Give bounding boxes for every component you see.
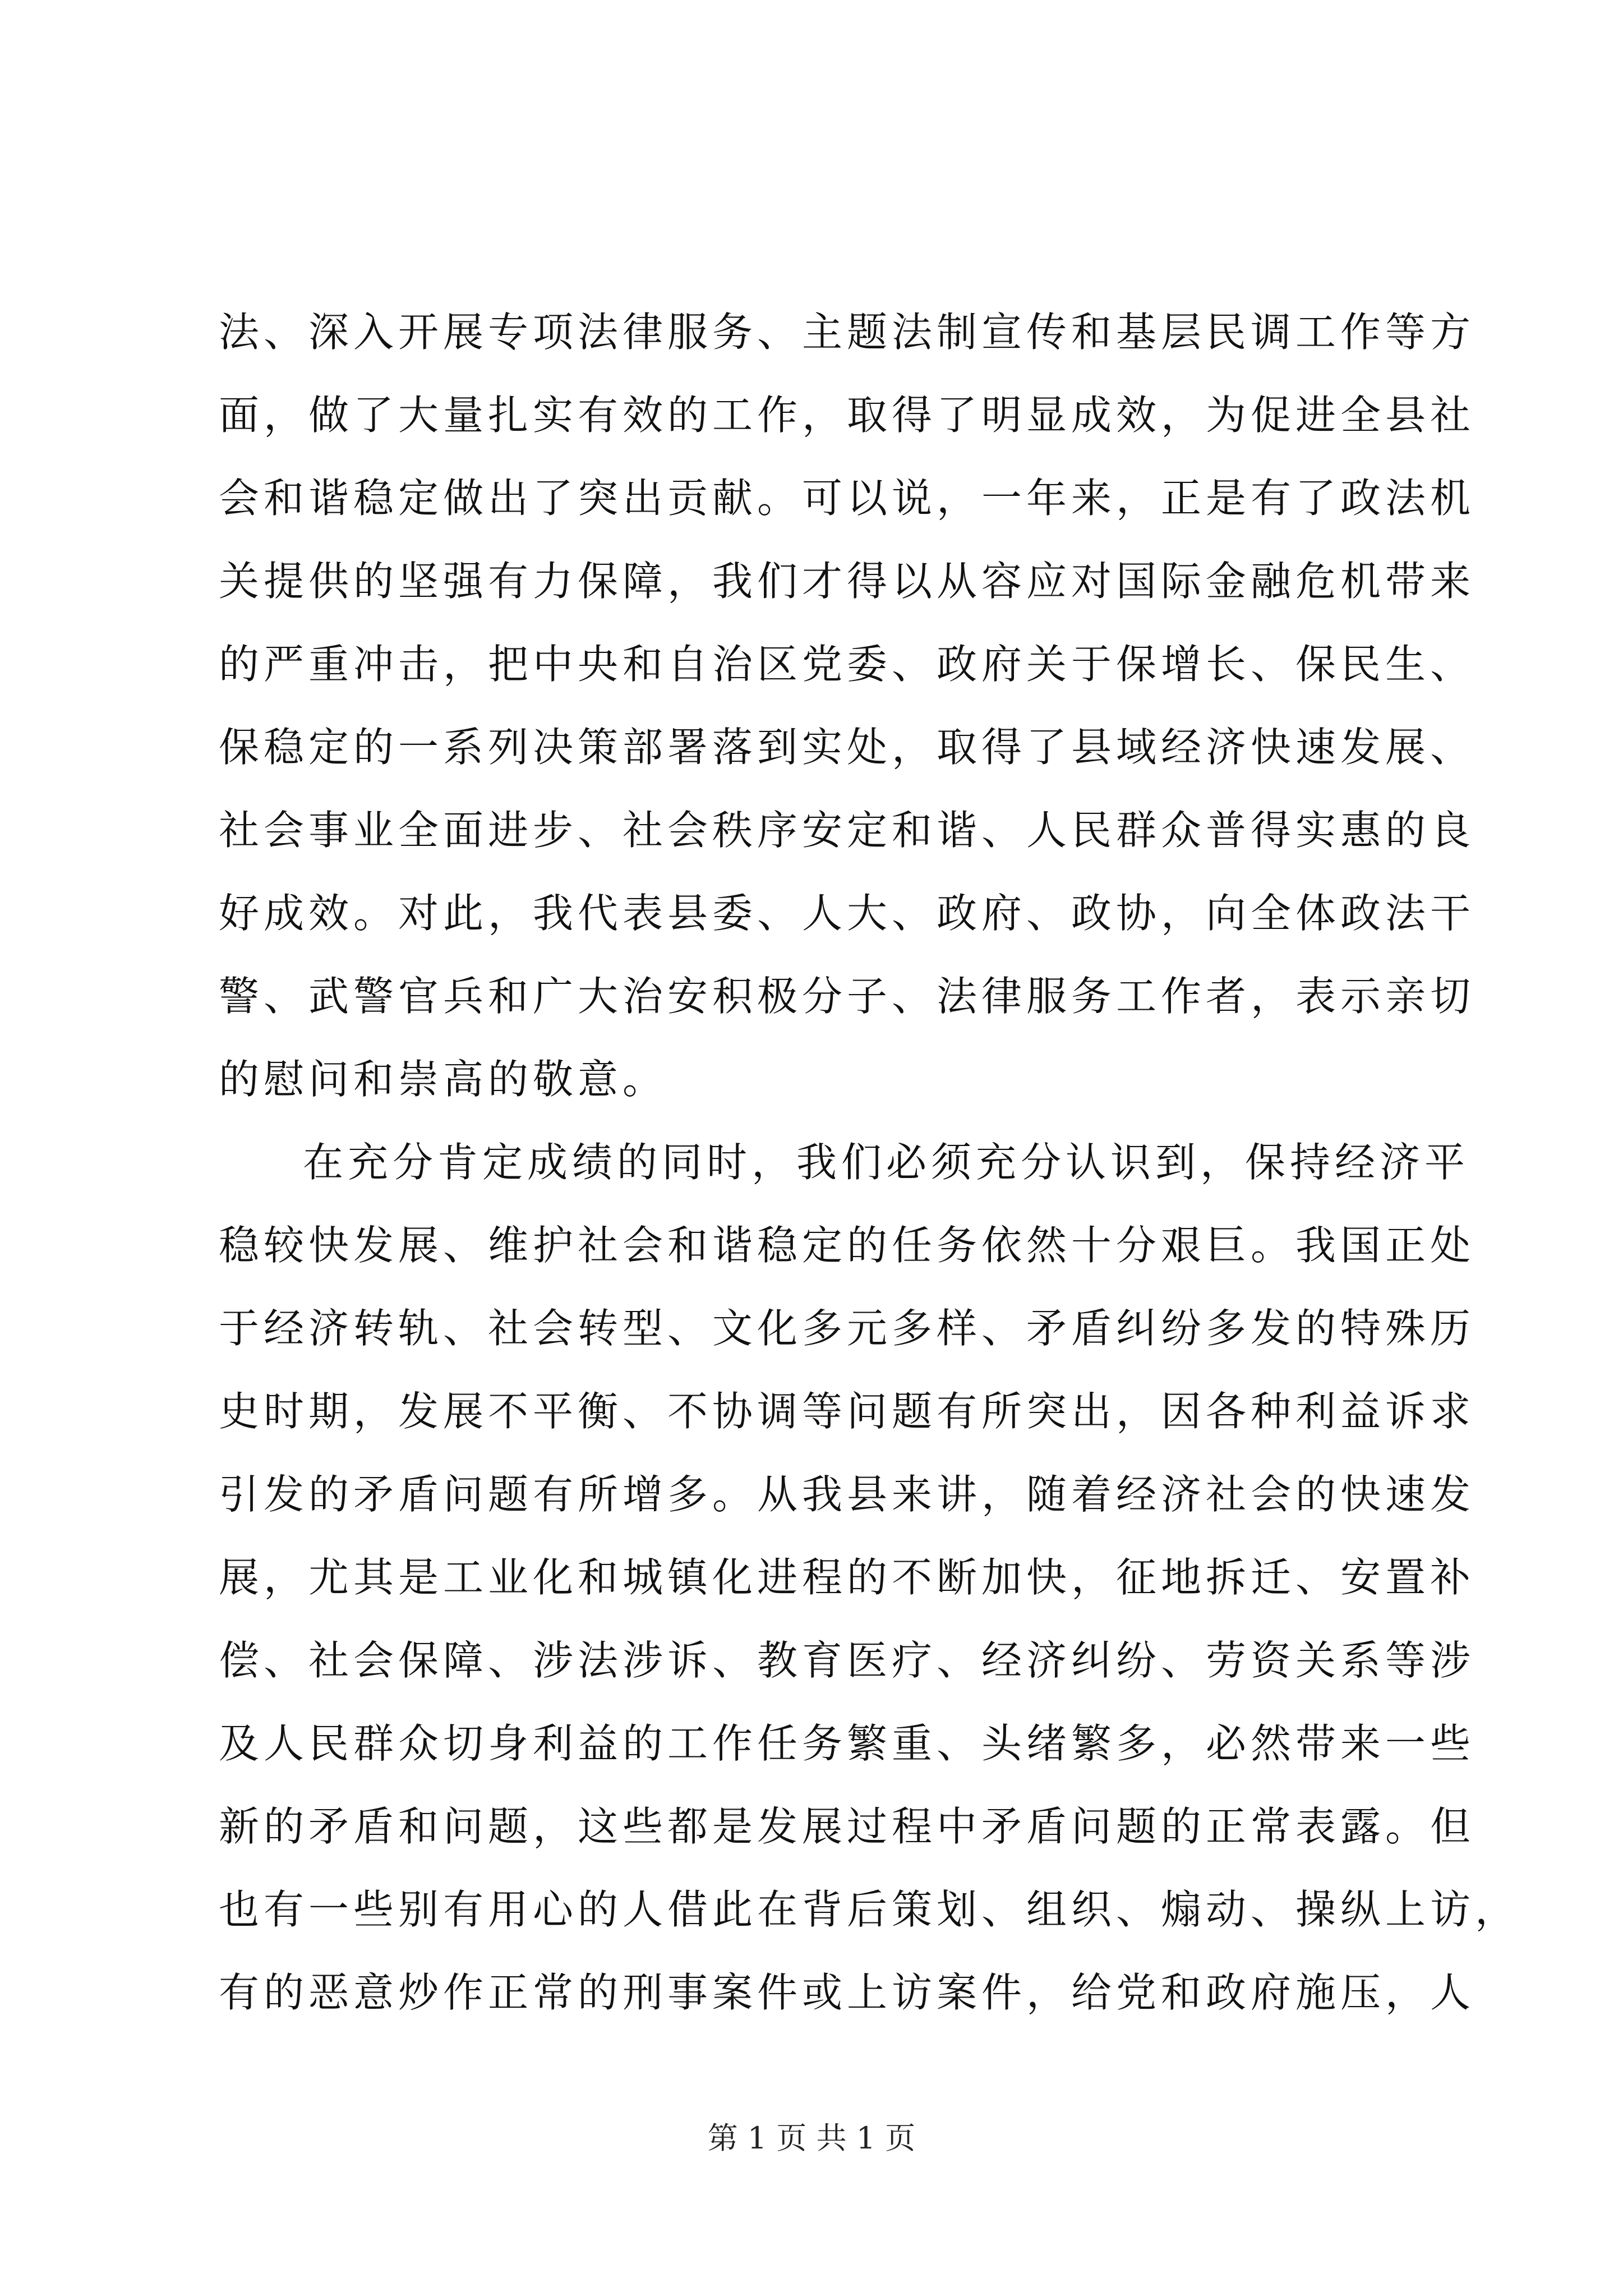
text-line: 新的矛盾和问题，这些都是发展过程中矛盾问题的正常表露。但 — [219, 1803, 1476, 1850]
text-line: 及人民群众切身利益的工作任务繁重、头绪繁多，必然带来一些 — [219, 1720, 1476, 1767]
text-line: 引发的矛盾问题有所增多。从我县来讲，随着经济社会的快速发 — [219, 1471, 1476, 1518]
text-line: 会和谐稳定做出了突出贡献。可以说，一年来，正是有了政法机 — [219, 475, 1476, 522]
text-line: 有的恶意炒作正常的刑事案件或上访案件，给党和政府施压，人 — [219, 1969, 1476, 2016]
text-line: 的严重冲击，把中央和自治区党委、政府关于保增长、保民生、 — [219, 641, 1476, 688]
text-line: 也有一些别有用心的人借此在背后策划、组织、煽动、操纵上访， — [219, 1886, 1520, 1933]
paragraph-first-line: 在充分肯定成绩的同时，我们必须充分认识到，保持经济平 — [303, 1139, 1470, 1186]
text-line: 于经济转轨、社会转型、文化多元多样、矛盾纠纷多发的特殊历 — [219, 1305, 1476, 1352]
document-body — [219, 291, 1520, 2034]
text-line: 法、深入开展专项法律服务、主题法制宣传和基层民调工作等方 — [219, 309, 1476, 356]
text-line: 关提供的坚强有力保障，我们才得以从容应对国际金融危机带来 — [219, 558, 1476, 605]
text-line: 保稳定的一系列决策部署落到实处，取得了县域经济快速发展、 — [219, 724, 1476, 771]
text-line: 面，做了大量扎实有效的工作，取得了明显成效，为促进全县社 — [219, 392, 1476, 439]
text-line: 史时期，发展不平衡、不协调等问题有所突出，因各种利益诉求 — [219, 1388, 1476, 1435]
text-line: 社会事业全面进步、社会秩序安定和谐、人民群众普得实惠的良 — [219, 807, 1476, 854]
text-line: 好成效。对此，我代表县委、人大、政府、政协，向全体政法干 — [219, 890, 1476, 937]
text-line: 稳较快发展、维护社会和谐稳定的任务依然十分艰巨。我国正处 — [219, 1222, 1476, 1269]
text-line: 展，尤其是工业化和城镇化进程的不断加快，征地拆迁、安置补 — [219, 1554, 1476, 1601]
text-line: 警、武警官兵和广大治安积极分子、法律服务工作者，表示亲切 — [219, 973, 1476, 1020]
page-number-footer: 第 1 页 共 1 页 — [707, 2120, 916, 2156]
text-line: 的慰问和崇高的敬意。 — [219, 1056, 668, 1103]
text-line: 偿、社会保障、涉法涉诉、教育医疗、经济纠纷、劳资关系等涉 — [219, 1637, 1476, 1684]
